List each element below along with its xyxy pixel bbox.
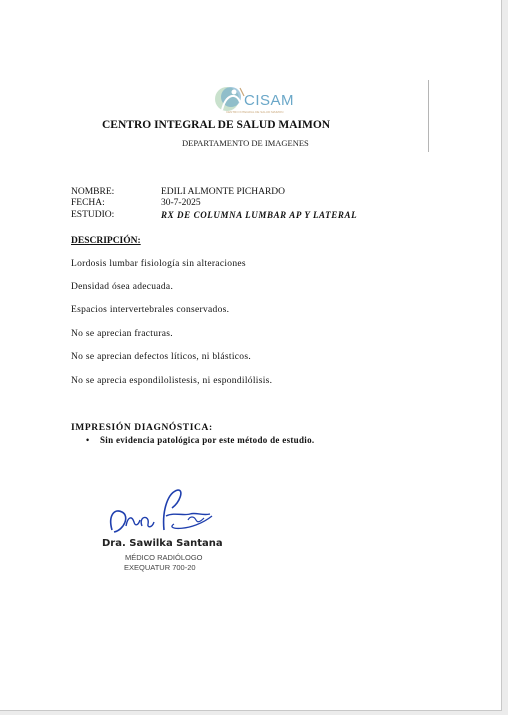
- logo-text: CISAM: [244, 92, 295, 109]
- description-heading: DESCRIPCIÓN:: [71, 236, 141, 246]
- date-label: FECHA:: [71, 198, 105, 208]
- finding-line: Lordosis lumbar fisiología sin alteraciones: [71, 259, 246, 269]
- bullet-icon: •: [86, 435, 90, 445]
- finding-line: No se aprecian fracturas.: [71, 329, 173, 339]
- impression-text: Sin evidencia patológica por este método de estudio.: [100, 435, 315, 445]
- signature-exequatur: EXEQUATUR 700-20: [124, 563, 196, 572]
- impression-item: [86, 435, 314, 445]
- vertical-rule: [428, 80, 429, 152]
- name-label: NOMBRE:: [71, 187, 115, 197]
- finding-line: Densidad ósea adecuada.: [71, 282, 174, 292]
- study-label: ESTUDIO:: [71, 210, 115, 220]
- impression-heading: IMPRESIÓN DIAGNÓSTICA:: [71, 423, 213, 433]
- date-value: 30-7-2025: [161, 198, 201, 208]
- logo-subtext: CENTRO INTEGRAL DE SALUD MAIMON: [226, 110, 284, 114]
- finding-line: No se aprecia espondilolistesis, ni espondilólisis.: [71, 376, 273, 386]
- name-value: EDILI ALMONTE PICHARDO: [161, 187, 286, 197]
- finding-line: Espacios intervertebrales conservados.: [71, 305, 230, 315]
- signature-name: Dra. Sawilka Santana: [102, 538, 223, 549]
- organization-title: CENTRO INTEGRAL DE SALUD MAIMON: [102, 119, 331, 131]
- department-name: DEPARTAMENTO DE IMAGENES: [182, 138, 309, 148]
- impression-list: [86, 435, 314, 445]
- handwritten-signature-icon: [104, 486, 216, 540]
- signature-role: MÉDICO RADIÓLOGO: [125, 553, 203, 562]
- study-value: RX DE COLUMNA LUMBAR AP Y LATERAL: [161, 210, 358, 220]
- finding-line: No se aprecian defectos líticos, ni blásticos.: [71, 352, 251, 362]
